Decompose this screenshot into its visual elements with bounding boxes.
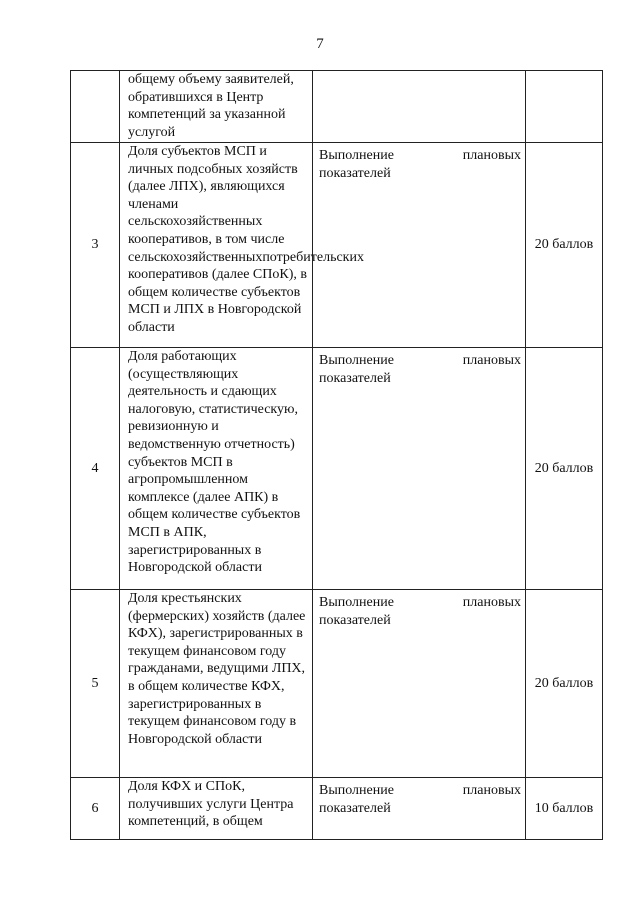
criterion-word: показателей (319, 612, 391, 628)
criterion-word: плановых (462, 595, 521, 610)
score (526, 71, 603, 143)
criterion-word: плановых (462, 783, 521, 798)
table-row (71, 143, 603, 348)
criterion-word: Выполнение (319, 148, 394, 163)
row-number: 5 (71, 590, 120, 778)
indicator-description: Доля крестьянских (фермерских) хозяйств (далее КФХ), зарегистрированных в текущем финансовом году гражданами, ведущими ЛПХ, в общем количестве КФХ, зарегистрированных в текущем финансовом году в Новгородской области (120, 590, 313, 778)
indicator-description: Доля субъектов МСП и личных подсобных хозяйств (далее ЛПХ), являющихся членами сельскохозяйственных кооперативов, в том числе сельскохозяйственныхпотребительских кооперативов (далее СПоК), в общем количестве субъектов МСП и ЛПХ в Новгородской области (120, 143, 313, 348)
criterion-line (319, 782, 521, 800)
criterion-cell (313, 143, 526, 348)
criterion-line (319, 594, 521, 612)
row-number: 4 (71, 348, 120, 590)
score: 10 баллов (526, 778, 603, 840)
row-number: 3 (71, 143, 120, 348)
indicator-description: Доля КФХ и СПоК, получивших услуги Центра компетенций, в общем (120, 778, 313, 840)
criterion-word: показателей (319, 165, 391, 181)
row-number (71, 71, 120, 143)
indicator-description: Доля работающих (осуществляющих деятельность и сдающих налоговую, статистическую, ревизионную и ведомственную отчетность) субъектов МСП в агропромышленном комплексе (далее АПК) в общем количестве субъектов МСП в АПК, зарегистрированных в Новгородской области (120, 348, 313, 590)
criterion-word: плановых (462, 148, 521, 163)
criterion-cell (313, 71, 526, 143)
indicator-description: общему объему заявителей, обратившихся в Центр компетенций за указанной услугой (120, 71, 313, 143)
criterion-word: показателей (319, 370, 391, 386)
criterion-word: Выполнение (319, 595, 394, 610)
score: 20 баллов (526, 590, 603, 778)
criterion-word: Выполнение (319, 353, 394, 368)
score: 20 баллов (526, 143, 603, 348)
criterion-line (319, 352, 521, 370)
criteria-table (70, 70, 603, 840)
table-row (71, 590, 603, 778)
table-row (71, 778, 603, 840)
criterion-cell (313, 778, 526, 840)
criterion-word: показателей (319, 800, 391, 816)
row-number: 6 (71, 778, 120, 840)
criterion-word: плановых (462, 353, 521, 368)
table-row (71, 348, 603, 590)
criterion-line (319, 147, 521, 165)
table-row (71, 71, 603, 143)
criterion-cell (313, 590, 526, 778)
criterion-cell (313, 348, 526, 590)
criterion-word: Выполнение (319, 783, 394, 798)
page-number: 7 (316, 36, 324, 52)
score: 20 баллов (526, 348, 603, 590)
